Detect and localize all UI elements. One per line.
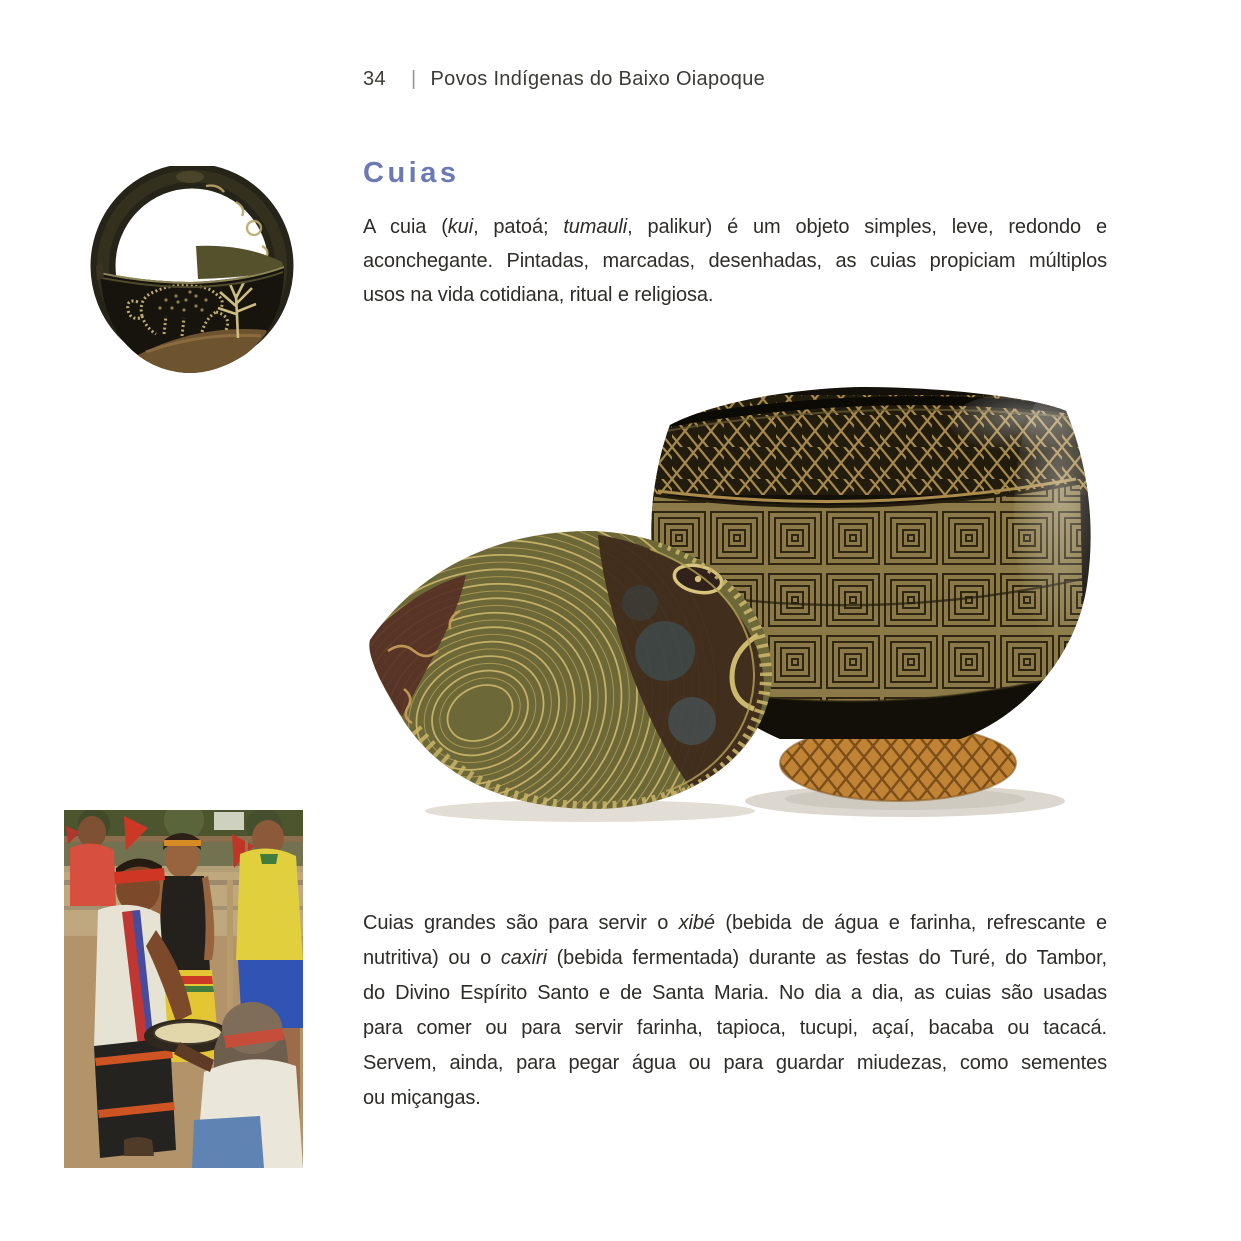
text-line: aconchegante. Pintadas, marcadas, desenhadas, as cuias propiciam múltiplos	[363, 250, 1107, 272]
book-title: Povos Indígenas do Baixo Oiapoque	[430, 68, 766, 90]
gourd-basket-image	[86, 166, 301, 378]
page-number: 34	[363, 68, 386, 90]
decorated-gourds-illustration	[360, 383, 1122, 823]
text-line: usos na vida cotidiana, ritual e religiosa.	[363, 284, 714, 306]
ture-festival-photo	[64, 810, 303, 1168]
header-separator: |	[411, 68, 417, 90]
section-title: Cuias	[363, 157, 460, 189]
text-line: nutritiva) ou o caxiri (bebida fermentada) durante as festas do Turé, do Tambor,	[363, 947, 1107, 969]
gourd-basket-illustration	[86, 166, 301, 378]
decorated-gourds-image	[360, 383, 1122, 823]
text-line: Servem, ainda, para pegar água ou para guardar miudezas, como sementes	[363, 1052, 1107, 1074]
text-line: para comer ou para servir farinha, tapioca, tucupi, açaí, bacaba ou tacacá.	[363, 1017, 1107, 1039]
text-line: A cuia (kui, patoá; tumauli, palikur) é um objeto simples, leve, redondo e	[363, 216, 1107, 238]
running-header	[363, 68, 765, 91]
ture-festival-illustration	[64, 810, 303, 1168]
text-line: Cuias grandes são para servir o xibé (bebida de água e farinha, refrescante e	[363, 912, 1107, 934]
paragraph-uses	[363, 906, 1107, 1116]
paragraph-intro	[363, 210, 1107, 312]
text-line: ou miçangas.	[363, 1087, 481, 1109]
text-line: do Divino Espírito Santo e de Santa Maria. No dia a dia, as cuias são usadas	[363, 982, 1107, 1004]
